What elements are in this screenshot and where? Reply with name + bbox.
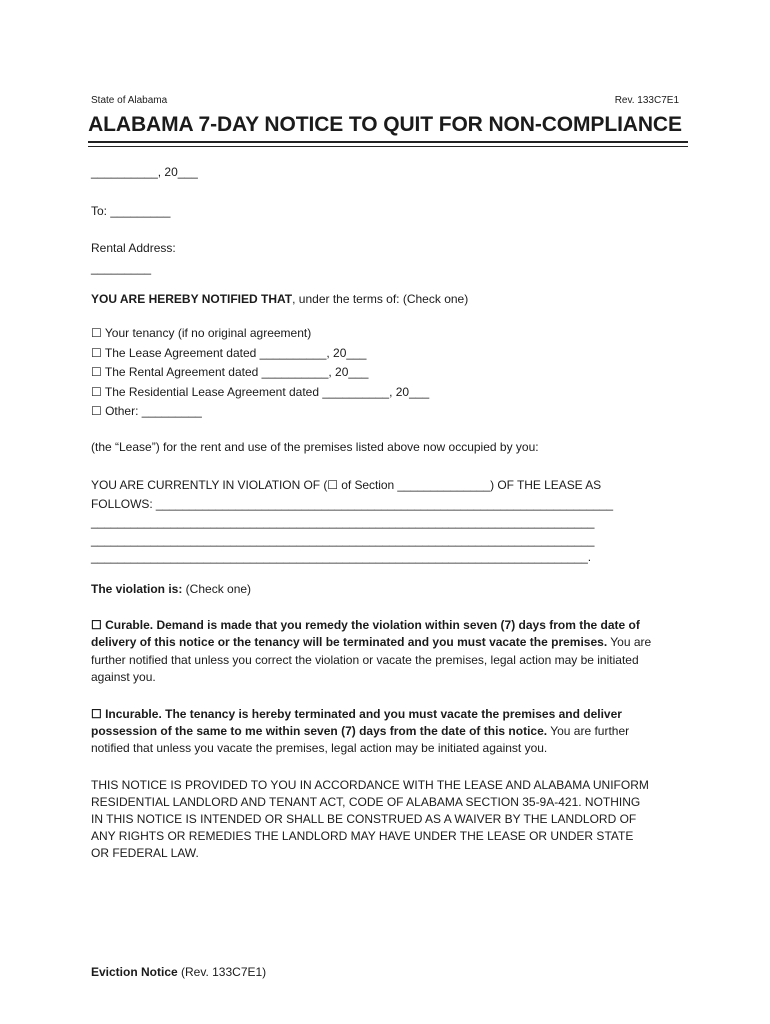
curable-line-2: [91, 635, 651, 649]
violation-is-bold: The violation is:: [91, 582, 183, 596]
violation-is-rest: (Check one): [182, 582, 252, 596]
footer-rest: (Rev. 133C7E1): [177, 965, 267, 979]
curable-line-1: ☐ Curable. Demand is made that you remedy the violation within seven (7) days from the date of: [91, 618, 640, 632]
option-rental-agreement: ☐ The Rental Agreement dated __________, 20___: [91, 365, 369, 379]
title-rule-thick: [88, 141, 688, 143]
violation-line-1: YOU ARE CURRENTLY IN VIOLATION OF (☐ of Section ______________) OF THE LEASE AS: [91, 478, 602, 492]
title-rule-thin: [88, 146, 688, 147]
incurable-line-3: notified that unless you vacate the premises, legal action may be initiated against you.: [91, 741, 548, 755]
document-title: ALABAMA 7-DAY NOTICE TO QUIT FOR NON-COMPLIANCE: [88, 113, 682, 136]
revision-label: Rev. 133C7E1: [614, 95, 679, 106]
option-lease-agreement: ☐ The Lease Agreement dated __________, 20___: [91, 346, 367, 360]
option-residential-lease: ☐ The Residential Lease Agreement dated __________, 20___: [91, 385, 430, 399]
curable-line-2-rest: You are: [607, 635, 652, 649]
legal-line-4: ANY RIGHTS OR REMEDIES THE LANDLORD MAY HAVE UNDER THE LEASE OR UNDER STATE: [91, 829, 634, 843]
violation-line-3: ____________________________________________________________________________: [91, 515, 595, 529]
curable-line-2-bold: delivery of this notice or the tenancy will be terminated and you must vacate the premises.: [91, 635, 608, 649]
rental-address-blank: _________: [91, 261, 152, 275]
rental-address-label: Rental Address:: [91, 241, 176, 255]
option-tenancy: ☐ Your tenancy (if no original agreement): [91, 326, 312, 340]
incurable-line-2-bold: possession of the same to me within seven (7) days from the date of this notice.: [91, 724, 548, 738]
date-line: __________, 20___: [91, 165, 198, 179]
option-other: ☐ Other: _________: [91, 404, 202, 418]
notified-statement: [91, 292, 468, 306]
legal-line-3: IN THIS NOTICE IS INTENDED OR SHALL BE CONSTRUED AS A WAIVER BY THE LANDLORD OF: [91, 812, 637, 826]
legal-line-5: OR FEDERAL LAW.: [91, 846, 199, 860]
footer-bold: Eviction Notice: [91, 965, 178, 979]
violation-line-5: ___________________________________________________________________________.: [91, 550, 592, 564]
notified-rest: , under the terms of: (Check one): [292, 292, 469, 306]
legal-line-2: RESIDENTIAL LANDLORD AND TENANT ACT, CODE OF ALABAMA SECTION 35-9A-421. NOTHING: [91, 795, 641, 809]
notified-bold: YOU ARE HEREBY NOTIFIED THAT: [91, 292, 293, 306]
violation-line-4: ____________________________________________________________________________: [91, 533, 595, 547]
incurable-line-1: ☐ Incurable. The tenancy is hereby terminated and you must vacate the premises and deliver: [91, 707, 622, 721]
to-line: To: _________: [91, 204, 171, 218]
footer-label: [91, 965, 266, 979]
incurable-line-2: [91, 724, 629, 738]
violation-line-2: FOLLOWS: _____________________________________________________________________: [91, 497, 613, 511]
curable-line-3: further notified that unless you correct the violation or vacate the premises, legal action may be initiated: [91, 653, 639, 667]
state-label: State of Alabama: [91, 95, 168, 106]
incurable-line-2-rest: You are further: [547, 724, 630, 738]
lease-line: (the “Lease”) for the rent and use of the premises listed above now occupied by you:: [91, 440, 539, 454]
curable-line-4: against you.: [91, 670, 156, 684]
legal-line-1: THIS NOTICE IS PROVIDED TO YOU IN ACCORDANCE WITH THE LEASE AND ALABAMA UNIFORM: [91, 778, 649, 792]
violation-is-line: [91, 582, 251, 596]
